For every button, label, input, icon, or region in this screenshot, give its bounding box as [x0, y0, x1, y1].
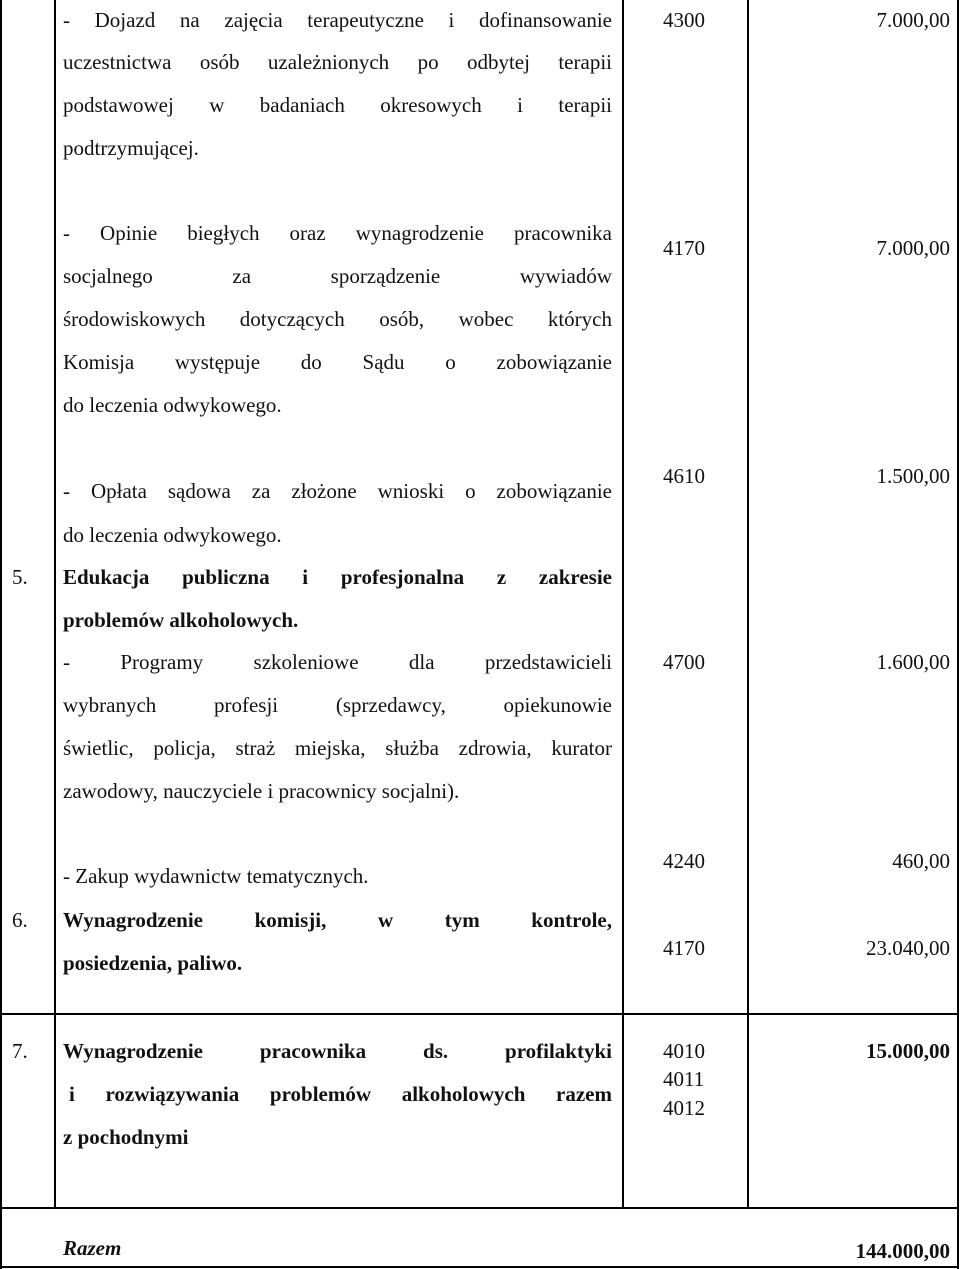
row-5-number: 5. [12, 565, 28, 589]
table-left-border [0, 0, 2, 1269]
row-6-heading-line-1: Wynagrodzenie komisji, w tym kontrole, [63, 908, 612, 932]
row-5-heading-line-1: Edukacja publiczna i profesjonalna z zakresie [63, 565, 612, 589]
row-2-amount: 7.000,00 [876, 236, 950, 260]
row-1-line-4: podtrzymującej. [63, 136, 199, 160]
row-7-code-1: 4010 [663, 1039, 705, 1063]
row-3-line-2: do leczenia odwykowego. [63, 523, 282, 547]
row-7-heading-line-3: z pochodnymi [63, 1125, 189, 1149]
row-7-number: 7. [12, 1039, 28, 1063]
row-5b-line-1: - Zakup wydawnictw tematycznych. [63, 864, 369, 888]
row-7-heading-line-1: Wynagrodzenie pracownika ds. profilaktyki [63, 1039, 612, 1063]
row-divider [0, 1207, 959, 1209]
row-5-line-2: wybranych profesji (sprzedawcy, opiekunowie [63, 693, 612, 717]
row-3-code: 4610 [663, 464, 705, 488]
row-5-code: 4700 [663, 650, 705, 674]
number-column-divider [54, 0, 56, 1208]
row-5b-amount: 460,00 [892, 849, 950, 873]
row-2-line-3: środowiskowych dotyczących osób, wobec których [63, 307, 612, 331]
row-5-line-4: zawodowy, nauczyciele i pracownicy socjalni). [63, 779, 460, 803]
row-6-code: 4170 [663, 936, 705, 960]
row-6-amount: 23.040,00 [866, 936, 950, 960]
row-5-heading-line-2: problemów alkoholowych. [63, 608, 299, 632]
row-5-line-1: - Programy szkoleniowe dla przedstawicieli [63, 650, 612, 674]
description-column-divider [622, 0, 624, 1208]
row-6-number: 6. [12, 908, 28, 932]
table-bottom-border [0, 1266, 959, 1268]
row-1-amount: 7.000,00 [876, 8, 950, 32]
table-right-border [957, 0, 959, 1269]
row-1-line-2: uczestnictwa osób uzależnionych po odbytej terapii [63, 50, 612, 74]
row-5-line-3: świetlic, policja, straż miejska, służba zdrowia, kurator [63, 736, 612, 760]
row-1-line-1: - Dojazd na zajęcia terapeutyczne i dofinansowanie [63, 8, 612, 32]
row-7-code-2: 4011 [663, 1067, 705, 1091]
row-7-code-3: 4012 [663, 1096, 705, 1120]
row-3-amount: 1.500,00 [876, 464, 950, 488]
row-7-heading-line-2: i rozwiązywania problemów alkoholowych razem [69, 1082, 612, 1106]
row-2-line-4: Komisja występuje do Sądu o zobowiązanie [63, 350, 612, 374]
row-divider [0, 1013, 959, 1015]
row-1-code: 4300 [663, 8, 705, 32]
row-2-code: 4170 [663, 236, 705, 260]
code-column-divider [747, 0, 749, 1208]
total-label: Razem [63, 1236, 122, 1260]
row-3-line-1: - Opłata sądowa za złożone wnioski o zobowiązanie [63, 479, 612, 503]
row-5b-code: 4240 [663, 849, 705, 873]
total-amount: 144.000,00 [855, 1239, 950, 1263]
row-2-line-1: - Opinie biegłych oraz wynagrodzenie pracownika [63, 221, 612, 245]
row-5-amount: 1.600,00 [876, 650, 950, 674]
row-6-heading-line-2: posiedzenia, paliwo. [63, 951, 243, 975]
row-2-line-2: socjalnego za sporządzenie wywiadów [63, 264, 612, 288]
row-2-line-5: do leczenia odwykowego. [63, 393, 282, 417]
row-7-amount: 15.000,00 [866, 1039, 950, 1063]
row-1-line-3: podstawowej w badaniach okresowych i terapii [63, 93, 612, 117]
